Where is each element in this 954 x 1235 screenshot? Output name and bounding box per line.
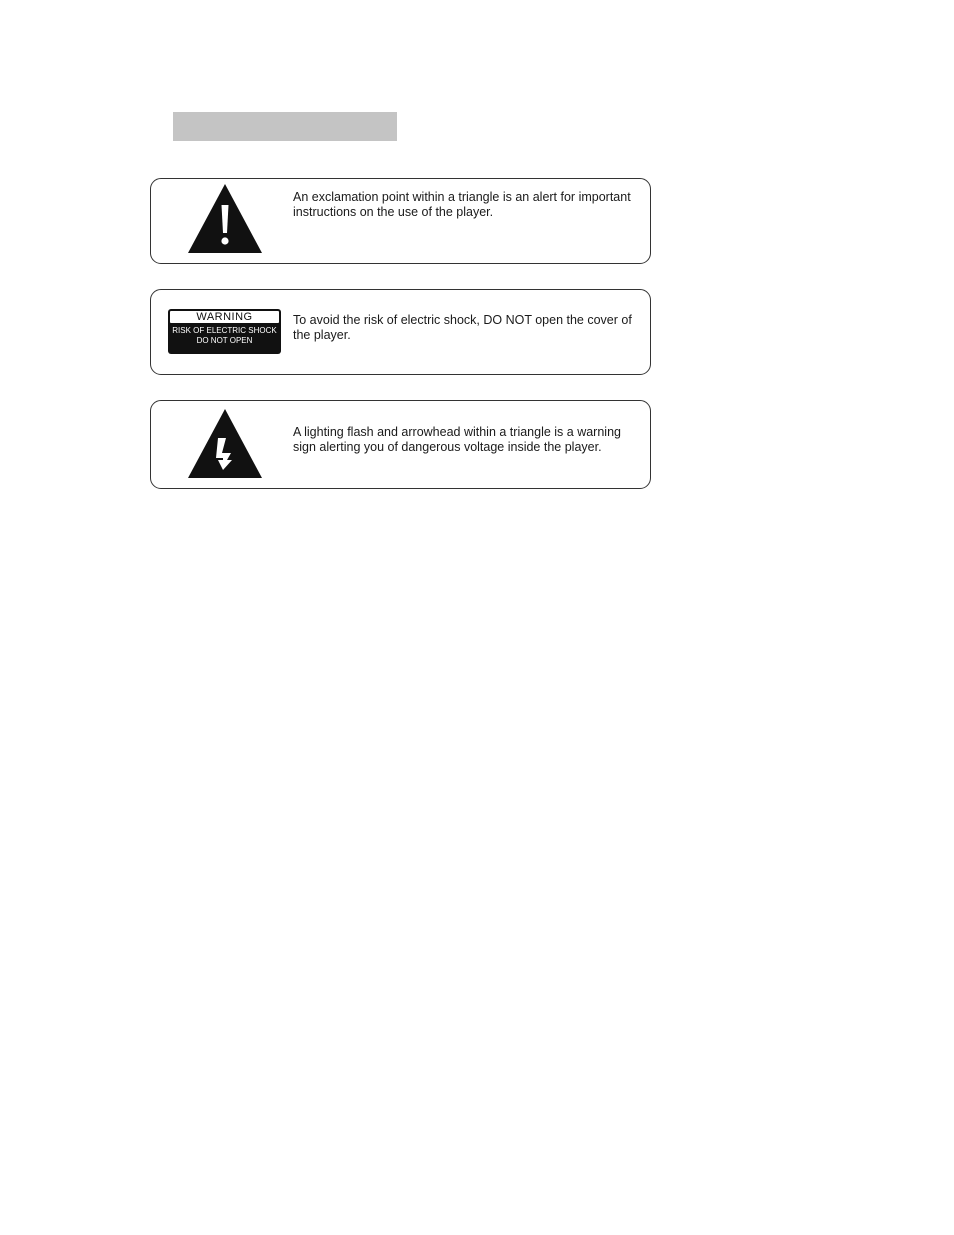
notice-text: To avoid the risk of electric shock, DO NOT open the cover of the player. (293, 313, 632, 342)
warning-label-badge (168, 309, 281, 354)
warning-label-line: RISK OF ELECTRIC SHOCK (172, 326, 277, 335)
notice-text: A lighting flash and arrowhead within a triangle is a warning sign alerting you of dangerous voltage inside the player. (293, 425, 621, 454)
notice-text: An exclamation point within a triangle is an alert for important instructions on the use of the player. (293, 190, 631, 219)
lightning-triangle-icon (187, 408, 263, 479)
exclamation-triangle-icon (187, 183, 263, 254)
notice-warning-label (150, 289, 651, 375)
notice-lightning (150, 400, 651, 489)
notice-exclamation (150, 178, 651, 264)
warning-label-header: WARNING (170, 311, 279, 323)
warning-label-line: DO NOT OPEN (196, 336, 253, 345)
section-title-bar (173, 112, 397, 141)
